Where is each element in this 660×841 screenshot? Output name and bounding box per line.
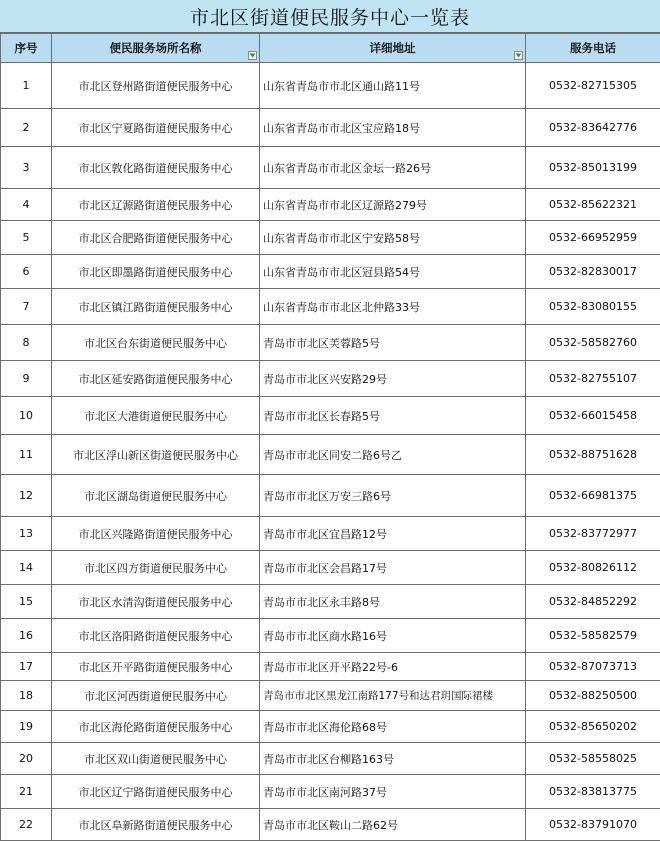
cell-name: 市北区洛阳路街道便民服务中心 (52, 619, 260, 653)
cell-name: 市北区大港街道便民服务中心 (52, 397, 260, 435)
sheet-title: 市北区街道便民服务中心一览表 (0, 0, 660, 33)
cell-name: 市北区兴隆路街道便民服务中心 (52, 517, 260, 551)
table-row (1, 711, 660, 743)
cell-phone: 0532-66015458 (526, 397, 660, 435)
cell-index: 13 (1, 517, 52, 551)
cell-index: 11 (1, 435, 52, 475)
table-row (1, 517, 660, 551)
cell-phone: 0532-58582579 (526, 619, 660, 653)
cell-name: 市北区双山街道便民服务中心 (52, 743, 260, 775)
table-row (1, 619, 660, 653)
cell-phone: 0532-83813775 (526, 775, 660, 809)
table-row (1, 585, 660, 619)
cell-phone: 0532-88250500 (526, 681, 660, 711)
cell-address: 青岛市市北区芙蓉路5号 (260, 325, 526, 361)
cell-name: 市北区延安路街道便民服务中心 (52, 361, 260, 397)
cell-address: 青岛市市北区开平路22号-6 (260, 653, 526, 681)
cell-address: 青岛市市北区海伦路68号 (260, 711, 526, 743)
cell-phone: 0532-82755107 (526, 361, 660, 397)
cell-phone: 0532-85650202 (526, 711, 660, 743)
cell-phone: 0532-83772977 (526, 517, 660, 551)
cell-index: 14 (1, 551, 52, 585)
cell-name: 市北区阜新路街道便民服务中心 (52, 809, 260, 841)
cell-phone: 0532-83080155 (526, 289, 660, 325)
cell-name: 市北区台东街道便民服务中心 (52, 325, 260, 361)
table-row (1, 189, 660, 221)
cell-address: 青岛市市北区兴安路29号 (260, 361, 526, 397)
cell-address: 山东省青岛市市北区宁安路58号 (260, 221, 526, 255)
cell-address: 山东省青岛市市北区辽源路279号 (260, 189, 526, 221)
cell-phone: 0532-66952959 (526, 221, 660, 255)
table-row (1, 809, 660, 841)
table-row (1, 653, 660, 681)
cell-name: 市北区合肥路街道便民服务中心 (52, 221, 260, 255)
cell-name: 市北区水清沟街道便民服务中心 (52, 585, 260, 619)
cell-address: 青岛市市北区商水路16号 (260, 619, 526, 653)
cell-index: 3 (1, 147, 52, 189)
filter-dropdown-icon[interactable] (514, 51, 523, 60)
cell-address: 青岛市市北区长春路5号 (260, 397, 526, 435)
column-header-name (52, 34, 260, 63)
cell-address: 青岛市市北区万安三路6号 (260, 475, 526, 517)
cell-phone: 0532-87073713 (526, 653, 660, 681)
cell-address: 山东省青岛市市北区金坛一路26号 (260, 147, 526, 189)
cell-address: 青岛市市北区鞍山二路62号 (260, 809, 526, 841)
cell-index: 2 (1, 109, 52, 147)
cell-name: 市北区宁夏路街道便民服务中心 (52, 109, 260, 147)
cell-phone: 0532-66981375 (526, 475, 660, 517)
cell-name: 市北区河西街道便民服务中心 (52, 681, 260, 711)
cell-phone: 0532-82830017 (526, 255, 660, 289)
column-header-index (1, 34, 52, 63)
cell-name: 市北区辽源路街道便民服务中心 (52, 189, 260, 221)
cell-index: 22 (1, 809, 52, 841)
table-row (1, 361, 660, 397)
table-row (1, 681, 660, 711)
cell-address: 山东省青岛市市北区北仲路33号 (260, 289, 526, 325)
table-row (1, 551, 660, 585)
cell-address: 山东省青岛市市北区宝应路18号 (260, 109, 526, 147)
cell-address: 青岛市市北区台柳路163号 (260, 743, 526, 775)
cell-phone: 0532-88751628 (526, 435, 660, 475)
header-row (1, 34, 660, 63)
cell-index: 16 (1, 619, 52, 653)
table-row (1, 435, 660, 475)
cell-name: 市北区开平路街道便民服务中心 (52, 653, 260, 681)
cell-phone: 0532-83791070 (526, 809, 660, 841)
table-row (1, 397, 660, 435)
header-label: 服务电话 (570, 41, 616, 55)
header-label: 序号 (15, 41, 38, 55)
cell-address: 青岛市市北区会昌路17号 (260, 551, 526, 585)
cell-index: 17 (1, 653, 52, 681)
cell-name: 市北区湖岛街道便民服务中心 (52, 475, 260, 517)
table-row (1, 289, 660, 325)
cell-name: 市北区敦化路街道便民服务中心 (52, 147, 260, 189)
cell-phone: 0532-84852292 (526, 585, 660, 619)
cell-index: 12 (1, 475, 52, 517)
table-row (1, 475, 660, 517)
cell-phone: 0532-80826112 (526, 551, 660, 585)
cell-phone: 0532-58558025 (526, 743, 660, 775)
cell-index: 18 (1, 681, 52, 711)
cell-name: 市北区登州路街道便民服务中心 (52, 63, 260, 109)
cell-name: 市北区镇江路街道便民服务中心 (52, 289, 260, 325)
cell-name: 市北区浮山新区街道便民服务中心 (52, 435, 260, 475)
cell-index: 15 (1, 585, 52, 619)
cell-index: 8 (1, 325, 52, 361)
column-header-phone (526, 34, 660, 63)
cell-phone: 0532-82715305 (526, 63, 660, 109)
cell-address: 青岛市市北区同安二路6号乙 (260, 435, 526, 475)
cell-address: 山东省青岛市市北区通山路11号 (260, 63, 526, 109)
cell-name: 市北区海伦路街道便民服务中心 (52, 711, 260, 743)
cell-index: 4 (1, 189, 52, 221)
cell-address: 青岛市市北区黑龙江南路177号和达君玥国际裙楼 (260, 681, 526, 711)
cell-index: 7 (1, 289, 52, 325)
cell-index: 9 (1, 361, 52, 397)
table-row (1, 743, 660, 775)
cell-name: 市北区辽宁路街道便民服务中心 (52, 775, 260, 809)
cell-address: 青岛市市北区宜昌路12号 (260, 517, 526, 551)
header-label: 详细地址 (370, 41, 416, 55)
cell-index: 1 (1, 63, 52, 109)
cell-index: 21 (1, 775, 52, 809)
table-row (1, 109, 660, 147)
cell-phone: 0532-58582760 (526, 325, 660, 361)
cell-index: 10 (1, 397, 52, 435)
cell-phone: 0532-83642776 (526, 109, 660, 147)
table-row (1, 775, 660, 809)
header-label: 便民服务场所名称 (110, 41, 202, 55)
service-center-table (0, 33, 660, 841)
table-row (1, 255, 660, 289)
cell-address: 山东省青岛市市北区冠县路54号 (260, 255, 526, 289)
table-row (1, 63, 660, 109)
cell-name: 市北区四方街道便民服务中心 (52, 551, 260, 585)
table-row (1, 325, 660, 361)
cell-phone: 0532-85013199 (526, 147, 660, 189)
column-header-address (260, 34, 526, 63)
cell-address: 青岛市市北区南河路37号 (260, 775, 526, 809)
cell-name: 市北区即墨路街道便民服务中心 (52, 255, 260, 289)
table-row (1, 221, 660, 255)
cell-index: 5 (1, 221, 52, 255)
cell-index: 6 (1, 255, 52, 289)
cell-address: 青岛市市北区永丰路8号 (260, 585, 526, 619)
cell-phone: 0532-85622321 (526, 189, 660, 221)
cell-index: 20 (1, 743, 52, 775)
filter-dropdown-icon[interactable] (248, 51, 257, 60)
table-row (1, 147, 660, 189)
cell-index: 19 (1, 711, 52, 743)
